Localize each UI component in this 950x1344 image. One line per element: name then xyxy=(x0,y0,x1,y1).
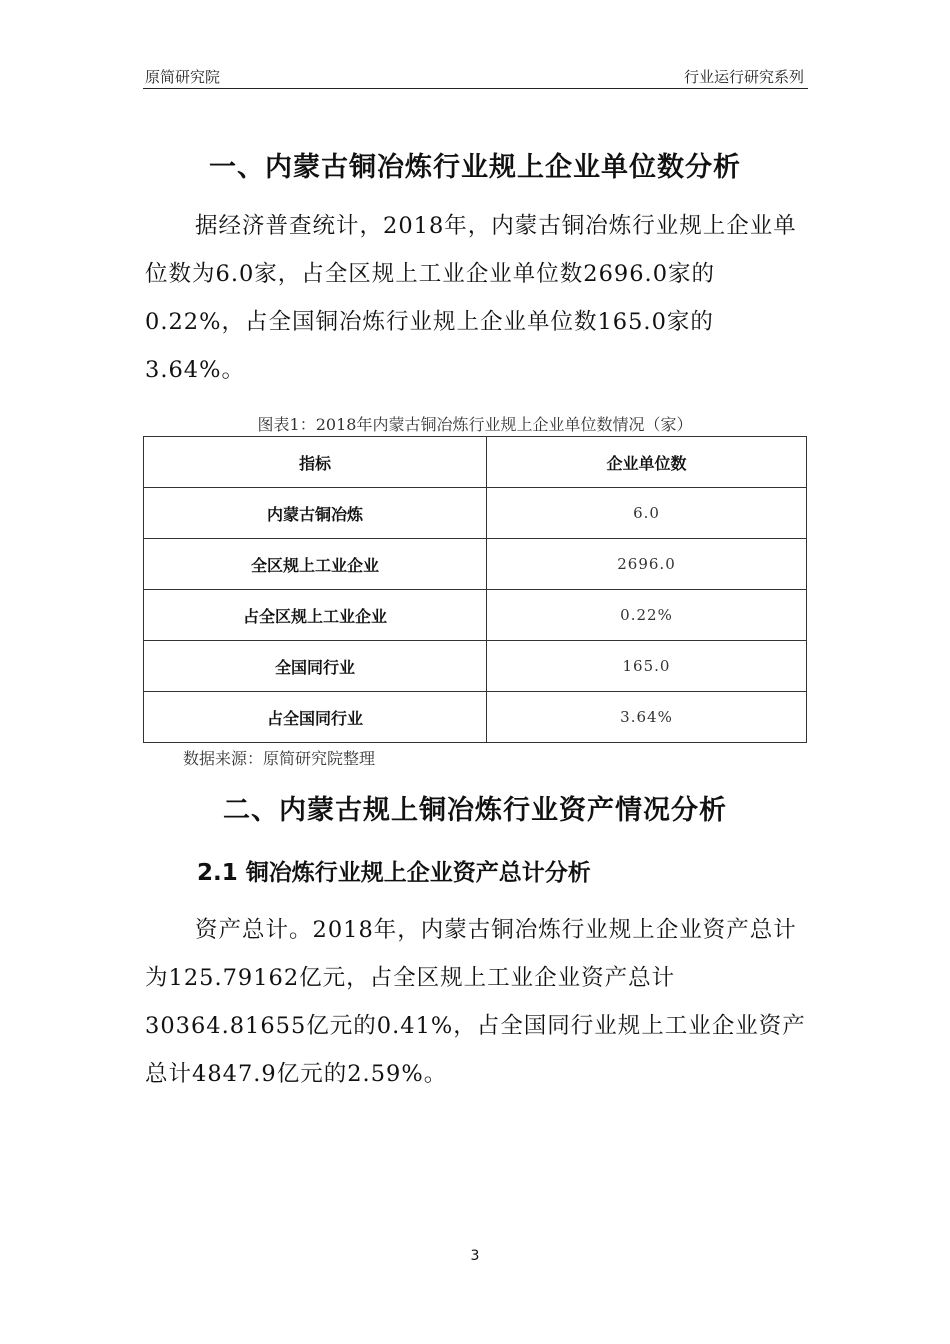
row-label: 全区规上工业企业 xyxy=(144,539,487,590)
header-divider xyxy=(143,88,808,89)
section1-title: 一、内蒙古铜冶炼行业规上企业单位数分析 xyxy=(209,152,741,183)
row-value: 2696.0 xyxy=(487,539,807,590)
table-source-note: 数据来源：原简研究院整理 xyxy=(183,749,376,768)
table-row xyxy=(144,488,807,539)
section2-title: 二、内蒙古规上铜冶炼行业资产情况分析 xyxy=(223,795,727,826)
section2-paragraph: 资产总计。2018年，内蒙古铜冶炼行业规上企业资产总计为125.79162亿元，占全区规上工业企业资产总计30364.81655亿元的0.41%，占全国同行业规上工业企业资产总计4847.9亿元的2.59%。 xyxy=(145,917,806,1087)
row-label: 占全国同行业 xyxy=(144,692,487,743)
header-org-name: 原简研究院 xyxy=(145,68,221,86)
row-value: 0.22% xyxy=(487,590,807,641)
row-label: 全国同行业 xyxy=(144,641,487,692)
table-row xyxy=(144,692,807,743)
column-header-indicator: 指标 xyxy=(144,437,487,488)
page-number: 3 xyxy=(470,1248,480,1264)
row-label: 占全区规上工业企业 xyxy=(144,590,487,641)
row-value: 6.0 xyxy=(487,488,807,539)
row-label: 内蒙古铜冶炼 xyxy=(144,488,487,539)
table-row xyxy=(144,641,807,692)
row-value: 165.0 xyxy=(487,641,807,692)
enterprise-count-table xyxy=(143,436,807,743)
column-header-count: 企业单位数 xyxy=(487,437,807,488)
section1-paragraph: 据经济普查统计，2018年，内蒙古铜冶炼行业规上企业单位数为6.0家，占全区规上工业企业单位数2696.0家的0.22%，占全国铜冶炼行业规上企业单位数165.0家的3.64%。 xyxy=(145,213,797,383)
row-value: 3.64% xyxy=(487,692,807,743)
header-series-name: 行业运行研究系列 xyxy=(683,68,804,86)
table-row xyxy=(144,539,807,590)
table-header-row xyxy=(144,437,807,488)
table-row xyxy=(144,590,807,641)
table-caption: 图表1：2018年内蒙古铜冶炼行业规上企业单位数情况（家） xyxy=(257,415,693,434)
section2-subtitle: 2.1 铜冶炼行业规上企业资产总计分析 xyxy=(197,860,591,886)
